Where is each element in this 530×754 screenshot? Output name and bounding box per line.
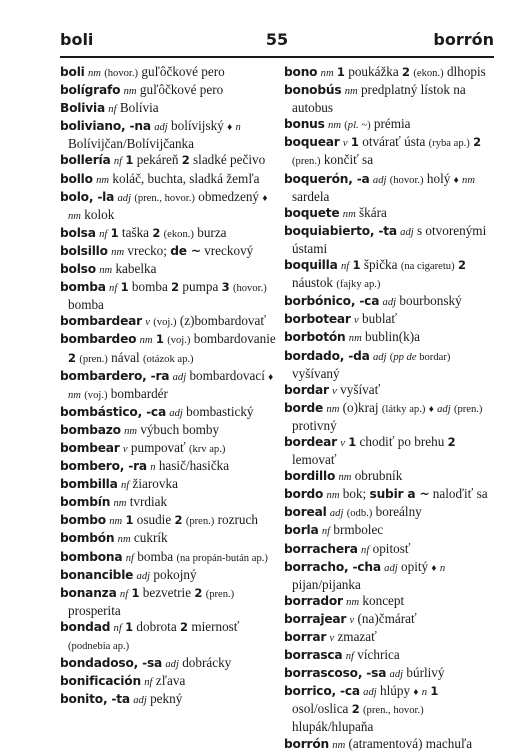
header-rule — [60, 56, 494, 58]
dictionary-entry: bombástico, -ca adj bombastický — [60, 403, 254, 419]
dictionary-entry: borrachera nf opitosť — [284, 540, 411, 556]
dictionary-entry: boliviano, -na adj bolívijský ♦ n Bolívijčan/Bolívijčanka — [60, 118, 241, 152]
dictionary-entry: bombero, -ra n hasič/hasička — [60, 458, 230, 474]
dictionary-entry: borbónico, -ca adj bourbonský — [284, 293, 462, 309]
dictionary-entry: borrar v zmazať — [284, 629, 377, 644]
dictionary-entry: borde nm (o)kraj (látky ap.) ♦ adj (pren.) protivný — [284, 399, 483, 433]
dictionary-entry: bollería nf 1 pekáreň 2 sladké pečivo — [60, 152, 266, 168]
dictionary-entry: bonus nm (pl. ~) prémia — [284, 116, 411, 132]
dictionary-entry: bomba nf 1 bomba 2 pumpa 3 (hovor.) bomba — [60, 279, 267, 313]
dictionary-entry: bonito, -ta adj pekný — [60, 691, 183, 707]
dictionary-entry: bombear v pumpovať (krv ap.) — [60, 439, 226, 455]
dictionary-entry: boreal adj (odb.) boreálny — [284, 504, 422, 520]
dictionary-entry: borrón nm (atramentová) machuľa — [284, 735, 473, 751]
dictionary-entry: bondad nf 1 dobrota 2 miernosť (podnebia ap.) — [60, 618, 240, 652]
dictionary-entry: bono nm 1 poukážka 2 (ekon.) dlhopis — [284, 64, 486, 79]
header-first-entry: boli — [60, 30, 94, 49]
dictionary-entry: bonobús nm predplatný lístok na autobus — [284, 82, 466, 116]
dictionary-entry: bordo nm bok; subir a ~ naloďiť sa — [284, 486, 488, 502]
dictionary-entry: bondadoso, -sa adj dobrácky — [60, 655, 232, 671]
dictionary-entry: bombo nm 1 osudie 2 (pren.) rozruch — [60, 512, 258, 528]
page-number: 55 — [265, 30, 289, 49]
dictionary-entry: borrasca nf víchrica — [284, 647, 400, 663]
dictionary-entry: bombín nm tvrdiak — [60, 494, 168, 510]
dictionary-entry: bombardear v (voj.) (z)bombardovať — [60, 313, 267, 329]
dictionary-entry: bolsa nf 1 taška 2 (ekon.) burza — [60, 224, 227, 240]
dictionary-entry: boquear v 1 otvárať ústa (ryba ap.) 2 (pren.) končiť sa — [284, 134, 482, 168]
dictionary-entry: bordear v 1 chodiť po brehu 2 lemovať — [284, 433, 456, 468]
dictionary-entry: bolsillo nm vrecko; de ~ vreckový — [60, 242, 254, 258]
page-header — [60, 30, 494, 54]
dictionary-entry: borla nf brmbolec — [284, 522, 384, 538]
dictionary-entry: bordado, -da adj (pp de bordar) vyšívaný — [284, 348, 451, 381]
dictionary-entry: bolo, -la adj (pren., hovor.) obmedzený ♦ nm kolok — [60, 188, 268, 222]
dictionary-entry: bombardeo nm 1 (voj.) bombardovanie 2 (pren.) nával (otázok ap.) — [60, 331, 276, 365]
dictionary-entry: borracho, -cha adj opitý ♦ n pijan/pijanka — [284, 558, 446, 592]
dictionary-entry: bombón nm cukrík — [60, 530, 168, 546]
left-column — [60, 64, 278, 709]
dictionary-entry: borrador nm koncept — [284, 592, 405, 608]
dictionary-entry: bollo nm koláč, buchta, sladká žemľa — [60, 170, 260, 186]
dictionary-entry: borbotear v bublať — [284, 311, 397, 327]
dictionary-entry: bombazo nm výbuch bomby — [60, 421, 220, 437]
dictionary-entry: Bolivia nf Bolívia — [60, 100, 159, 116]
dictionary-entry: bombardero, -ra adj bombardovací ♦ nm (voj.) bombardér — [60, 367, 274, 401]
dictionary-entry: bolígrafo nm guľôčkové pero — [60, 82, 224, 98]
dictionary-entry: bombilla nf žiarovka — [60, 476, 178, 492]
dictionary-entry: borrico, -ca adj hlúpy ♦ n 1 osol/oslica 2 (pren., hovor.) hlupák/hlupaňa — [284, 683, 439, 735]
dictionary-entry: bordillo nm obrubník — [284, 468, 403, 484]
right-column — [284, 64, 496, 754]
dictionary-entry: boquete nm škára — [284, 204, 387, 220]
dictionary-entry: boquiabierto, -ta adj s otvorenými ústami — [284, 222, 487, 256]
dictionary-entry: bordar v vyšívať — [284, 381, 381, 397]
dictionary-entry: boquerón, -a adj (hovor.) holý ♦ nm sardela — [284, 170, 475, 204]
dictionary-entry: borrajear v (na)čmárať — [284, 610, 417, 626]
dictionary-entry: bonancible adj pokojný — [60, 566, 197, 582]
header-last-entry: borrón — [433, 30, 494, 49]
dictionary-entry: bolso nm kabelka — [60, 261, 157, 277]
dictionary-entry: bonificación nf zľava — [60, 673, 186, 689]
dictionary-entry: borbotón nm bublin(k)a — [284, 329, 420, 345]
dictionary-entry: bombona nf bomba (na propán-bután ap.) — [60, 548, 268, 564]
dictionary-entry: borrascoso, -sa adj búrlivý — [284, 665, 445, 681]
dictionary-entry: boli nm (hovor.) guľôčkové pero — [60, 64, 225, 79]
dictionary-entry: boquilla nf 1 špička (na cigaretu) 2 náustok (fajky ap.) — [284, 257, 466, 291]
dictionary-entry: bonanza nf 1 bezvetrie 2 (pren.) prosperita — [60, 584, 235, 618]
